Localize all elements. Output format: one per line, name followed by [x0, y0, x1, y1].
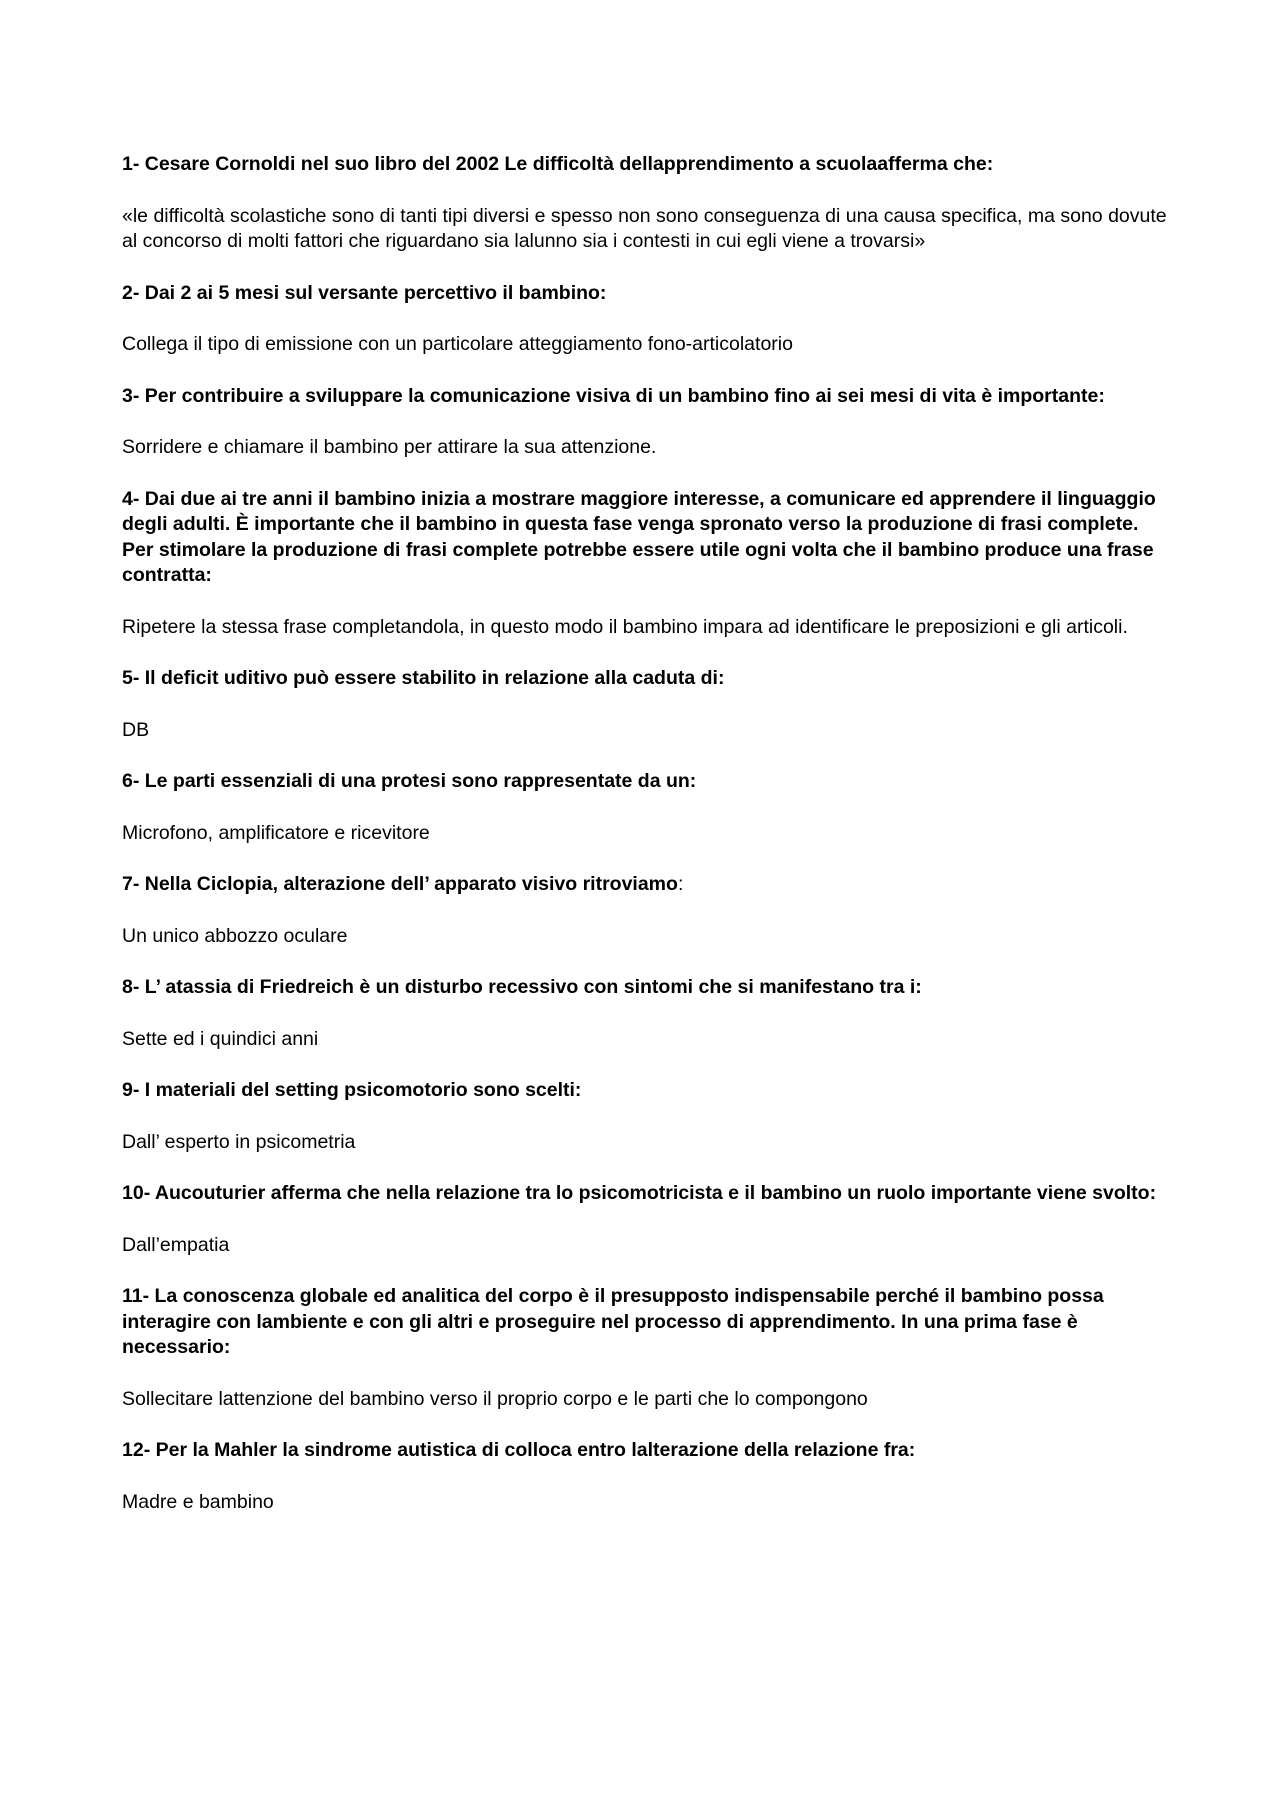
question-block-2: [122, 281, 1168, 358]
answer-5: DB: [122, 718, 150, 741]
answer-4: Ripetere la stessa frase completandola, in questo modo il bambino impara ad identificare le preposizioni e gli articoli.: [122, 615, 1128, 638]
answer-11: Sollecitare lattenzione del bambino verso il proprio corpo e le parti che lo compongono: [122, 1387, 868, 1410]
question-block-10: [122, 1181, 1168, 1258]
question-10: 10- Aucouturier afferma che nella relazione tra lo psicomotricista e il bambino un ruolo importante viene svolto:: [122, 1182, 1157, 1204]
question-block-12: [122, 1438, 1168, 1515]
question-block-4: [122, 487, 1168, 641]
question-9: 9- I materiali del setting psicomotorio sono scelti:: [122, 1079, 582, 1101]
answer-7: Un unico abbozzo oculare: [122, 924, 348, 947]
question-block-7: [122, 872, 1168, 949]
question-2: 2- Dai 2 ai 5 mesi sul versante percettivo il bambino:: [122, 281, 607, 304]
answer-8: Sette ed i quindici anni: [122, 1027, 319, 1050]
question-1: 1- Cesare Cornoldi nel suo libro del 2002 Le difficoltà dellapprendimento a scuolaafferma che:: [122, 153, 994, 175]
answer-2: Collega il tipo di emissione con un particolare atteggiamento fono-articolatorio: [122, 333, 793, 355]
question-5: 5- Il deficit uditivo può essere stabilito in relazione alla caduta di:: [122, 667, 725, 689]
question-6: 6- Le parti essenziali di una protesi sono rappresentate da un:: [122, 770, 697, 792]
question-7: [122, 872, 1168, 898]
question-7-colon: :: [677, 873, 684, 895]
question-3: 3- Per contribuire a sviluppare la comunicazione visiva di un bambino fino ai sei mesi di vita è importante:: [122, 384, 1105, 407]
question-4: 4- Dai due ai tre anni il bambino inizia a mostrare maggiore interesse, a comunicare ed apprendere il linguaggio degli adulti. È importante che il bambino in questa fase venga spronato verso la produzione di frasi complete. Per stimolare la produzione di frasi complete potrebbe essere utile ogni volta che il bambino produce una frase contratta:: [122, 487, 1156, 586]
answer-9: Dall’ esperto in psicometria: [122, 1130, 356, 1153]
question-block-11: [122, 1284, 1168, 1412]
answer-3: Sorridere e chiamare il bambino per attirare la sua attenzione.: [122, 436, 657, 458]
question-8: 8- L’ atassia di Friedreich è un disturbo recessivo con sintomi che si manifestano tra i:: [122, 976, 922, 998]
question-11: 11- La conoscenza globale ed analitica del corpo è il presupposto indispensabile perché il bambino possa interagire con lambiente e con gli altri e proseguire nel processo di apprendimento. In una prima fase è necessario:: [122, 1285, 1104, 1358]
question-block-8: [122, 975, 1168, 1052]
question-block-5: [122, 666, 1168, 743]
question-block-9: [122, 1078, 1168, 1155]
question-block-3: [122, 384, 1168, 461]
answer-6: Microfono, amplificatore e ricevitore: [122, 821, 430, 844]
answer-12: Madre e bambino: [122, 1490, 274, 1513]
answer-1: «le difficoltà scolastiche sono di tanti tipi diversi e spesso non sono conseguenza di una causa specifica, ma sono dovute al concorso di molti fattori che riguardano sia lalunno sia i contesti in cui egli viene a trovarsi»: [122, 204, 1167, 252]
question-7-text: 7- Nella Ciclopia, alterazione dell’ apparato visivo ritroviamo: [122, 873, 678, 895]
document-page: [122, 152, 1168, 1541]
question-block-1: [122, 152, 1168, 255]
question-block-6: [122, 769, 1168, 846]
answer-10: Dall’empatia: [122, 1233, 230, 1256]
question-12: 12- Per la Mahler la sindrome autistica di colloca entro lalterazione della relazione fra:: [122, 1439, 916, 1461]
